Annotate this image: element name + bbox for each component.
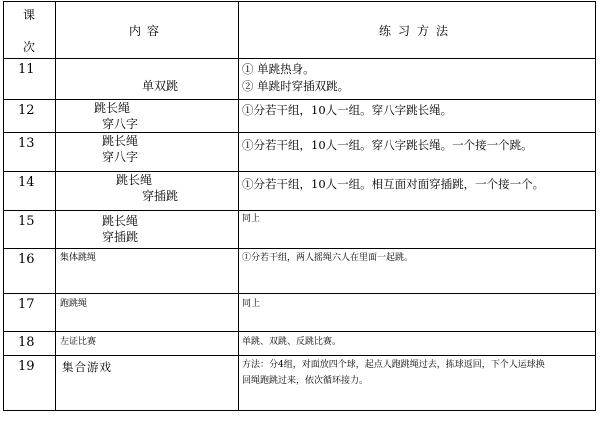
header-lesson-number (4, 2, 56, 59)
content-line: 跳长绳 (94, 101, 131, 115)
lesson-number: 19 (4, 356, 56, 411)
method-line: 同上 (242, 214, 261, 224)
content-line: 穿八字 (102, 117, 139, 131)
lesson-number: 11 (4, 59, 56, 100)
header-method: 练习方法 (239, 2, 596, 59)
table-row (4, 172, 596, 211)
lesson-method (239, 133, 596, 172)
content-line: 跑跳绳 (60, 299, 88, 309)
lesson-method (239, 332, 596, 356)
lesson-number: 14 (4, 172, 56, 211)
content-line: 左证比赛 (60, 337, 97, 347)
table-row (4, 133, 596, 172)
lesson-content (56, 356, 239, 411)
lesson-method (239, 211, 596, 249)
lesson-content (56, 133, 239, 172)
lesson-method (239, 294, 596, 332)
header-num-char-2: 次 (22, 40, 36, 54)
method-line: ① 单跳热身。 (242, 62, 315, 76)
content-line: 跳长绳 (102, 134, 139, 148)
content-line: 穿插跳 (102, 230, 139, 244)
header-num-char-1: 课 (22, 8, 36, 22)
lesson-content (56, 211, 239, 249)
lesson-plan-table (3, 1, 596, 411)
method-line: 回绳跑跳过来，依次循环接力。 (242, 376, 369, 386)
lesson-content (56, 100, 239, 133)
lesson-method (239, 172, 596, 211)
method-line: 单跳、双跳、反跳比赛。 (242, 337, 342, 347)
lesson-content (56, 294, 239, 332)
content-line: 跳长绳 (102, 214, 139, 228)
method-line: 同上 (242, 299, 261, 309)
content-line: 穿八字 (102, 150, 139, 164)
content-line: 集体跳绳 (60, 253, 97, 263)
lesson-content (56, 59, 239, 100)
table-row (4, 249, 596, 294)
method-line: ② 单跳时穿插双跳。 (242, 79, 350, 93)
method-line: ①分若干组，两人摇绳六人在里面一起跳。 (242, 253, 414, 263)
content-line: 跳长绳 (116, 173, 153, 187)
method-line: 方法：分4组，对面放四个球，起点人跑跳绳过去，拣球返回，下个人运球换 (242, 360, 545, 370)
table-row (4, 59, 596, 100)
content-line: 集合游戏 (62, 360, 112, 374)
content-line: 单双跳 (142, 79, 179, 93)
content-line: 穿插跳 (142, 189, 179, 203)
lesson-method (239, 356, 596, 411)
header-content: 内容 (56, 2, 239, 59)
table-row (4, 100, 596, 133)
method-line: ①分若干组，10人一组。穿八字跳长绳。 (242, 103, 453, 117)
lesson-content (56, 249, 239, 294)
method-line: ①分若干组，10人一组。穿八字跳长绳。一个接一个跳。 (242, 138, 533, 152)
lesson-number: 18 (4, 332, 56, 356)
method-line: ①分若干组，10人一组。相互面对面穿插跳，一个接一个。 (242, 177, 545, 191)
table-row (4, 332, 596, 356)
table-row (4, 294, 596, 332)
lesson-number: 15 (4, 211, 56, 249)
lesson-number: 13 (4, 133, 56, 172)
lesson-number: 17 (4, 294, 56, 332)
lesson-method (239, 59, 596, 100)
lesson-number: 16 (4, 249, 56, 294)
lesson-method (239, 100, 596, 133)
lesson-number: 12 (4, 100, 56, 133)
lesson-method (239, 249, 596, 294)
lesson-content (56, 172, 239, 211)
table-row (4, 211, 596, 249)
table-row (4, 356, 596, 411)
lesson-content (56, 332, 239, 356)
table-header-row (4, 2, 596, 59)
